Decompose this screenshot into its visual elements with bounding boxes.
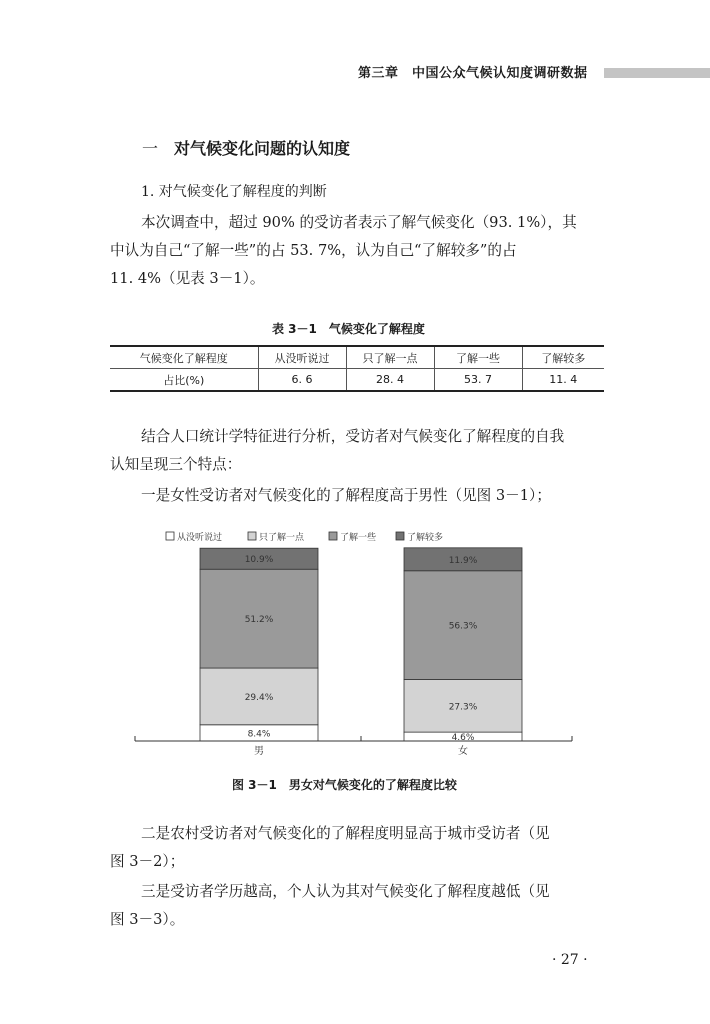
paragraph-line: 11. 4%（见表 3－1）。 — [110, 270, 265, 287]
bar-data-label: 4.6% — [451, 733, 475, 744]
table-header-cell: 了解较多 — [522, 346, 604, 369]
legend-swatch — [396, 532, 404, 540]
paragraph-line: 认知呈现三个特点： — [110, 456, 242, 473]
bar-data-label: 29.4% — [244, 692, 274, 703]
paragraph-line: 三是受访者学历越高，个人认为其对气候变化了解程度越低（见 — [141, 883, 550, 900]
table-header-cell: 从没听说过 — [258, 346, 346, 369]
bar-data-label: 10.9% — [244, 555, 274, 566]
bar-data-label: 11.9% — [448, 555, 478, 566]
table-header-cell: 只了解一点 — [346, 346, 434, 369]
chapter-header-title: 第三章 中国公众气候认知度调研数据 — [358, 66, 588, 81]
legend-swatch — [166, 532, 174, 540]
bar-data-label: 51.2% — [244, 615, 274, 626]
table-cell: 11. 4 — [522, 369, 604, 392]
table-cell: 6. 6 — [258, 369, 346, 392]
bar-data-label: 27.3% — [448, 702, 478, 713]
x-tick-label: 女 — [458, 746, 468, 757]
legend-label: 了解较多 — [407, 533, 444, 543]
subsection-title: 1. 对气候变化了解程度的判断 — [141, 184, 327, 200]
paragraph-line: 中认为自己“了解一些”的占 53. 7%，认为自己“了解较多”的占 — [110, 242, 517, 259]
paragraph-line: 本次调查中，超过 90% 的受访者表示了解气候变化（93. 1%），其 — [141, 214, 577, 231]
table-cell: 占比(%) — [110, 369, 258, 392]
bar-data-label: 56.3% — [448, 621, 478, 632]
section-number: 一 — [142, 139, 159, 158]
x-tick-label: 男 — [254, 746, 264, 757]
legend-label: 了解一些 — [340, 533, 377, 543]
paragraph-line: 二是农村受访者对气候变化的了解程度明显高于城市受访者（见 — [141, 825, 550, 842]
legend-label: 从没听说过 — [177, 533, 223, 543]
paragraph-line: 结合人口统计学特征进行分析，受访者对气候变化了解程度的自我 — [141, 428, 565, 445]
page-number: · 27 · — [552, 952, 588, 968]
table-header-cell: 气候变化了解程度 — [110, 346, 258, 369]
table-caption: 表 3－1 气候变化了解程度 — [272, 322, 425, 336]
legend-swatch — [248, 532, 256, 540]
figure-caption: 图 3－1 男女对气候变化的了解程度比较 — [232, 778, 457, 792]
table-cell: 53. 7 — [434, 369, 522, 392]
paragraph-line: 图 3－2）； — [110, 853, 185, 870]
table-cell: 28. 4 — [346, 369, 434, 392]
paragraph-line: 图 3－3）。 — [110, 911, 185, 928]
legend-swatch — [329, 532, 337, 540]
bar-data-label: 8.4% — [247, 729, 271, 740]
paragraph-line: 一是女性受访者对气候变化的了解程度高于男性（见图 3－1）； — [141, 487, 551, 504]
table-header-cell: 了解一些 — [434, 346, 522, 369]
legend-label: 只了解一点 — [259, 533, 305, 543]
section-title: 对气候变化问题的认知度 — [174, 139, 351, 158]
